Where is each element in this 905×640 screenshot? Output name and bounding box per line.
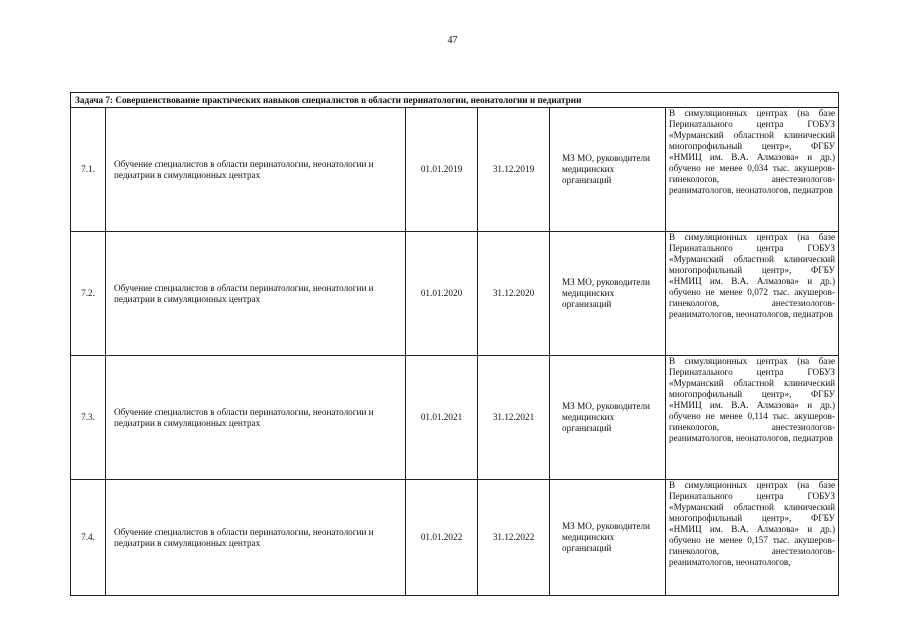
end-date: 31.12.2020	[478, 232, 550, 356]
table-row	[71, 108, 839, 232]
end-date: 31.12.2021	[478, 356, 550, 480]
activity-name: Обучение специалистов в области перинатологии, неонатологии и педиатрии в симуляционных центрах	[106, 108, 406, 232]
end-date: 31.12.2022	[478, 480, 550, 596]
expected-result: В симуляционных центрах (на базе Перинатального центра ГОБУЗ «Мурманский областной клинический многопрофильный центр», ФГБУ «НМИЦ им. В.А. Алмазова» и др.) обучено не менее 0,034 тыс. акушеров-гинекологов, анестезиологов-реаниматологов, неонатологов, педиатров	[666, 108, 839, 232]
end-date: 31.12.2019	[478, 108, 550, 232]
row-number: 7.4.	[71, 480, 106, 596]
task-table	[70, 92, 839, 596]
table-row	[71, 480, 839, 596]
row-number: 7.3.	[71, 356, 106, 480]
activity-name: Обучение специалистов в области перинатологии, неонатологии и педиатрии в симуляционных центрах	[106, 356, 406, 480]
page-number: 47	[447, 35, 458, 46]
responsible: МЗ МО, руководители медицинских организаций	[550, 480, 666, 596]
responsible: МЗ МО, руководители медицинских организаций	[550, 356, 666, 480]
expected-result: В симуляционных центрах (на базе Перинатального центра ГОБУЗ «Мурманский областной клинический многопрофильный центр», ФГБУ «НМИЦ им. В.А. Алмазова» и др.) обучено не менее 0,114 тыс. акушеров-гинекологов, анестезиологов-реаниматологов, неонатологов, педиатров	[666, 356, 839, 480]
expected-result: В симуляционных центрах (на базе Перинатального центра ГОБУЗ «Мурманский областной клинический многопрофильный центр», ФГБУ «НМИЦ им. В.А. Алмазова» и др.) обучено не менее 0,157 тыс. акушеров-гинекологов, анестезиологов-реаниматологов, неонатологов,	[666, 480, 839, 596]
start-date: 01.01.2021	[406, 356, 478, 480]
activity-name: Обучение специалистов в области перинатологии, неонатологии и педиатрии в симуляционных центрах	[106, 480, 406, 596]
start-date: 01.01.2019	[406, 108, 478, 232]
activity-name: Обучение специалистов в области перинатологии, неонатологии и педиатрии в симуляционных центрах	[106, 232, 406, 356]
responsible: МЗ МО, руководители медицинских организаций	[550, 108, 666, 232]
row-number: 7.2.	[71, 232, 106, 356]
table-row	[71, 356, 839, 480]
start-date: 01.01.2020	[406, 232, 478, 356]
table-row	[71, 232, 839, 356]
task-title: Задача 7: Совершенствование практических навыков специалистов в области перинатологии, неонатологии и педиатрии	[71, 93, 839, 108]
expected-result: В симуляционных центрах (на базе Перинатального центра ГОБУЗ «Мурманский областной клинический многопрофильный центр», ФГБУ «НМИЦ им. В.А. Алмазова» и др.) обучено не менее 0,072 тыс. акушеров-гинекологов, анестезиологов-реаниматологов, неонатологов, педиатров	[666, 232, 839, 356]
start-date: 01.01.2022	[406, 480, 478, 596]
responsible: МЗ МО, руководители медицинских организаций	[550, 232, 666, 356]
row-number: 7.1.	[71, 108, 106, 232]
